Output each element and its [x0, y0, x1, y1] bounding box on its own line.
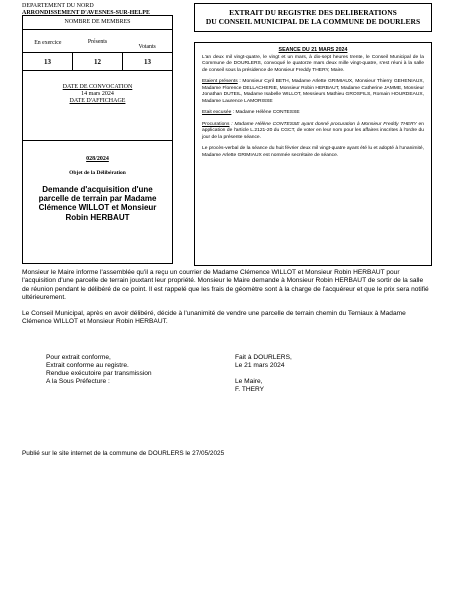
arrondissement-name: ARRONDISSEMENT D'AVESNES-SUR-HELPE	[22, 9, 150, 16]
demand-line: Demande d'acquisition d'une	[42, 185, 153, 194]
members-label-votants: Votants	[138, 44, 156, 50]
deliberation-body	[22, 269, 432, 335]
convocation-box	[23, 71, 172, 141]
excuse-label: Etait excusée	[202, 110, 232, 115]
deliberation-number: 028/2024	[86, 156, 109, 162]
signature-left-line: A la Sous Préfecture :	[46, 378, 110, 385]
deliberation-box	[23, 141, 172, 263]
signature-place: Fait à DOURLERS,	[235, 354, 292, 361]
presents-label: Etaient présents	[202, 79, 238, 84]
signature-name: F. THERY	[235, 386, 265, 393]
members-label-presents: Présents	[87, 39, 108, 45]
convocation-date: 14 mars 2024	[81, 91, 114, 97]
signature-spacer	[235, 370, 292, 378]
procurations-rest: en application de l'article L.2121-20 du CGCT, de voter en leur nom pour les affaires inscrites à l'ordre du jour de la présente séance.	[202, 121, 424, 140]
seance-box	[194, 42, 432, 266]
signature-left-line: Extrait conforme au registre.	[46, 362, 129, 369]
excuse-text: : Madame Hélène CONTESSE	[231, 110, 300, 115]
seance-procurations	[202, 122, 424, 142]
affichage-title: DATE D'AFFICHAGE	[69, 98, 126, 104]
members-title: NOMBRE DE MEMBRES	[23, 16, 172, 30]
extract-title-line: EXTRAIT DU REGISTRE DES DELIBERATIONS	[229, 8, 397, 17]
demand-line: Robin HERBAUT	[65, 212, 130, 222]
seance-intro: L'an deux mil vingt-quatre, le vingt et un mars, à dix-sept heures trente, le Conseil Municipal de la Commune de DOURLERS, convoqué le quatorze mars deux mille vingt-quatre, s'est réuni à la salle de conseil sous la présidence de Monsieur Freddy THERY, Maire.	[202, 54, 424, 73]
signature-left-line: Pour extrait conforme,	[46, 354, 111, 361]
convocation-title: DATE DE CONVOCATION	[62, 84, 133, 90]
signature-right	[235, 354, 292, 394]
extract-title-box	[194, 3, 432, 32]
seance-title: SEANCE DU 21 MARS 2024	[278, 47, 348, 53]
seance-excuse	[202, 110, 424, 117]
members-label-exercice: En exercice	[34, 40, 62, 46]
demand-line: parcelle de terrain par Madame	[38, 194, 157, 204]
procurations-label: Procurations	[202, 121, 230, 127]
demand-line: Clémence WILLOT et Monsieur	[38, 203, 157, 213]
deliberation-demand	[23, 185, 172, 222]
signature-role: Le Maire,	[235, 378, 263, 385]
members-value-exercice: 13	[23, 53, 73, 70]
publication-notice: Publié sur le site internet de la commune de DOURLERS le 27/05/2025	[22, 450, 225, 457]
extract-title-line: DU CONSEIL MUNICIPAL DE LA COMMUNE DE DOURLERS	[205, 17, 421, 26]
signature-left	[46, 354, 152, 386]
seance-presents	[202, 79, 424, 105]
body-paragraph-2: Le Conseil Municipal, après en avoir délibéré, décide à l'unanimité de vendre une parcelle de terrain chemin du Terniaux à Madame Clémence WILLOT et Monsieur Robin HERBAUT.	[22, 310, 406, 326]
members-box	[23, 16, 172, 71]
procurations-text: : Madame Hélène CONTESSE ayant donné procuration à Monsieur Freddy THERY	[229, 121, 417, 127]
signature-date: Le 21 mars 2024	[235, 362, 285, 369]
body-paragraph-1: Monsieur le Maire informe l'assemblée qu'il a reçu un courrier de Madame Clémence WILLOT et Monsieur Robin HERBAUT pour l'acquisition d'une parcelle de terrain jouxtant leur propriété. Monsieur le Maire demande à Monsieur Robin HERBAUT de sortir de la salle de réunion pendant le délibéré de ce point. Il est rappelé que les frais de géomètre sont à la charge de l'acquéreur et que le prix sera notifié ultérieurement.	[22, 269, 429, 301]
presents-text: : Monsieur Cyril BETH, Madame Arlette GRIMIAUX, Monsieur Thierry GEHENIAUX, Madame Florence DELLACHERIE, Monsieur Robin HERBAUT, Madame Catherine JAMME, Monsieur Jonathan DUTEIL, Madame Isabelle WILLOT, Messieurs Mathieu GROSFILS, Romain HOURDEAUX, Madame Laurence LAMORISSE	[202, 79, 424, 104]
members-header-row	[23, 30, 172, 52]
members-value-votants: 13	[144, 57, 151, 66]
signature-left-line: Rendue exécutoire par transmission	[46, 370, 152, 377]
deliberation-object-label: Objet de la Délibération	[69, 170, 126, 176]
members-value-presents: 12	[73, 53, 123, 70]
members-values-row	[23, 52, 172, 70]
left-info-column	[22, 15, 173, 264]
seance-proces-verbal: Le procès-verbal de la séance du huit février deux mil vingt-quatre ayant été lu et adopté à l'unanimité, Madame Arlette GRIMIAUX est nommée secrétaire de séance.	[202, 146, 424, 158]
department-name: DEPARTEMENT DU NORD	[22, 3, 94, 9]
